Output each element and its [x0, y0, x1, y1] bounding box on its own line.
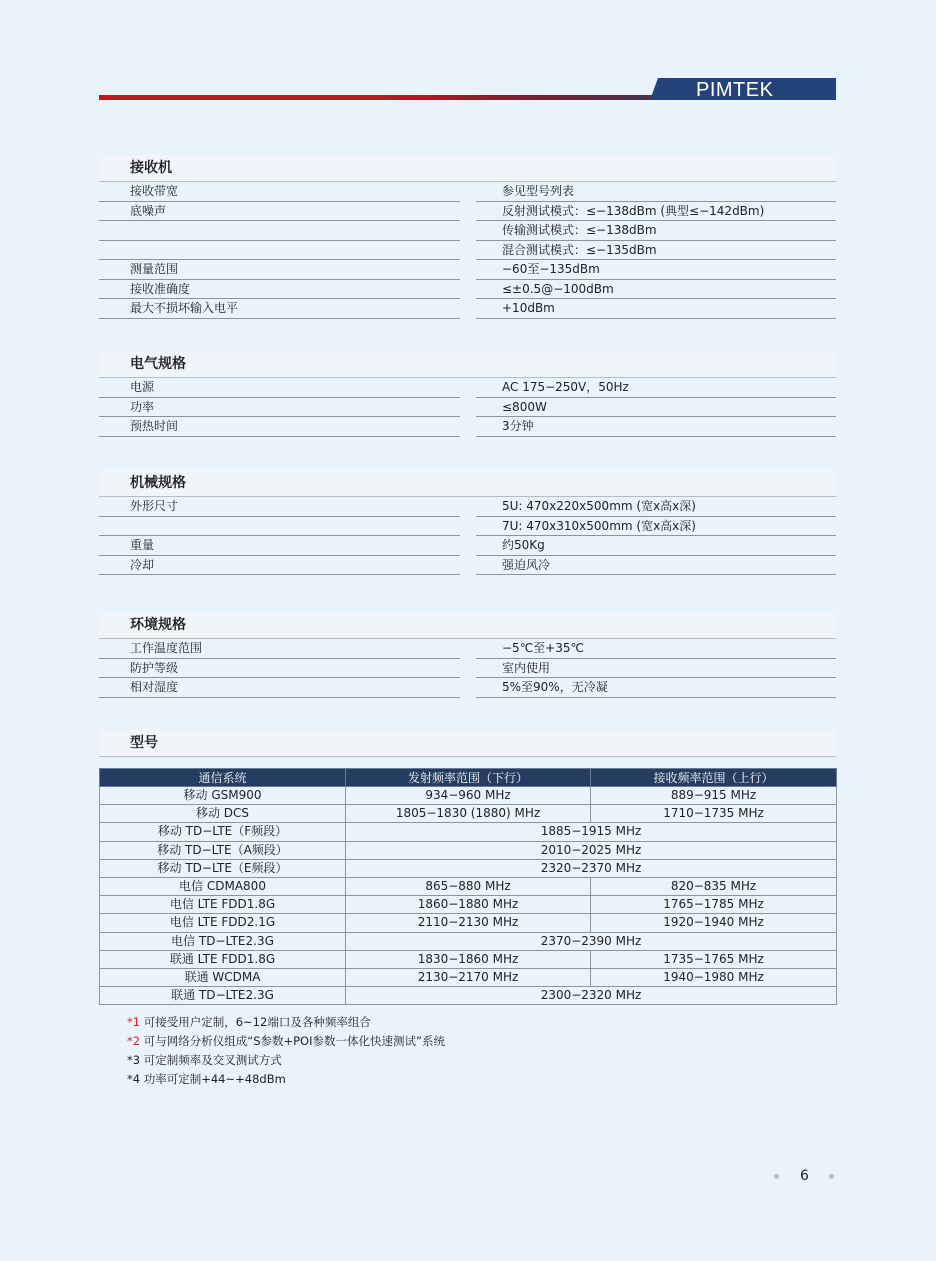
- cell-rx: 820−835 MHz: [591, 877, 837, 895]
- spec-key: 测量范围: [130, 262, 179, 276]
- cell-tx: 2130−2170 MHz: [346, 968, 591, 986]
- section-receiver: [99, 155, 836, 319]
- header-rule: [99, 95, 719, 100]
- table-row: [100, 859, 837, 877]
- spec-key: 电源: [130, 380, 155, 394]
- footnote-text: 可接受用户定制，6~12端口及各种频率组合: [140, 1015, 371, 1029]
- spec-key: 重量: [130, 538, 155, 552]
- cell-system: 联通 TD−LTE2.3G: [100, 987, 346, 1005]
- spec-key: 相对湿度: [130, 680, 179, 694]
- spec-row: [99, 417, 836, 437]
- spec-row: [99, 497, 836, 517]
- spec-row: [99, 202, 836, 222]
- cell-system: 联通 LTE FDD1.8G: [100, 950, 346, 968]
- spec-row: [99, 260, 836, 280]
- section-electrical: [99, 351, 836, 437]
- cell-system: 移动 TD−LTE（F频段）: [100, 823, 346, 841]
- table-row: [100, 914, 837, 932]
- model-table: [99, 768, 837, 1005]
- spec-key: 外形尺寸: [130, 499, 179, 513]
- spec-row: [99, 398, 836, 418]
- cell-frequency-shared: 2370−2390 MHz: [346, 932, 837, 950]
- spec-value: 参见型号列表: [502, 184, 575, 198]
- spec-row: [99, 659, 836, 679]
- spec-key: 底噪声: [130, 203, 167, 218]
- footnote-mark: *1: [127, 1015, 141, 1029]
- row-divider-right: [476, 318, 836, 319]
- footnote: [127, 1032, 445, 1051]
- row-divider-right: [476, 697, 836, 698]
- row-divider-left: [99, 697, 460, 698]
- cell-frequency-shared: 2300−2320 MHz: [346, 987, 837, 1005]
- cell-rx: 1920−1940 MHz: [591, 914, 837, 932]
- cell-tx: 1805−1830 (1880) MHz: [346, 805, 591, 823]
- cell-frequency-shared: 2010−2025 MHz: [346, 841, 837, 859]
- spec-key: 功率: [130, 399, 155, 414]
- table-row: [100, 823, 837, 841]
- spec-value: ≤800W: [502, 399, 547, 414]
- spec-key: 预热时间: [130, 419, 179, 433]
- spec-value: 约50Kg: [502, 538, 545, 552]
- section-title: 机械规格: [99, 470, 836, 497]
- spec-key: 接收准确度: [130, 281, 191, 296]
- spec-row: [99, 639, 836, 659]
- cell-tx: 2110−2130 MHz: [346, 914, 591, 932]
- spec-value: 7U: 470x310x500mm (宽x高x深): [502, 518, 696, 533]
- cell-tx: 1860−1880 MHz: [346, 896, 591, 914]
- cell-system: 移动 GSM900: [100, 787, 346, 805]
- cell-system: 电信 LTE FDD1.8G: [100, 896, 346, 914]
- cell-rx: 1940−1980 MHz: [591, 968, 837, 986]
- spec-row: [99, 378, 836, 398]
- spec-value: −60至−135dBm: [502, 262, 600, 276]
- row-divider-right: [476, 574, 836, 575]
- spec-row: [99, 241, 836, 261]
- table-row: [100, 950, 837, 968]
- spec-value: −5℃至+35℃: [502, 641, 584, 655]
- spec-value: 5%至90%，无冷凝: [502, 680, 608, 694]
- spec-value: 室内使用: [502, 660, 551, 675]
- cell-rx: 1735−1765 MHz: [591, 950, 837, 968]
- spec-key: 冷却: [130, 557, 155, 572]
- col-header-system: 通信系统: [100, 769, 346, 787]
- spec-value: 反射测试模式：≤−138dBm (典型≤−142dBm): [502, 203, 765, 218]
- cell-system: 电信 LTE FDD2.1G: [100, 914, 346, 932]
- table-row: [100, 968, 837, 986]
- spec-row: [99, 556, 836, 576]
- spec-key: 接收带宽: [130, 184, 179, 198]
- row-divider-left: [99, 574, 460, 575]
- section-environment: [99, 612, 836, 698]
- dot-left-icon: [774, 1174, 779, 1179]
- spec-row: [99, 182, 836, 202]
- cell-tx: 934−960 MHz: [346, 787, 591, 805]
- model-table-header: [100, 769, 837, 787]
- section-title: 型号: [99, 730, 836, 757]
- spec-row: [99, 299, 836, 319]
- spec-value: AC 175−250V，50Hz: [502, 380, 629, 394]
- spec-row: [99, 678, 836, 698]
- cell-system: 移动 DCS: [100, 805, 346, 823]
- spec-value: 强迫风冷: [502, 557, 551, 572]
- cell-rx: 889−915 MHz: [591, 787, 837, 805]
- table-row: [100, 987, 837, 1005]
- footnote-text: 功率可定制+44~+48dBm: [140, 1072, 286, 1086]
- cell-system: 电信 CDMA800: [100, 877, 346, 895]
- dot-right-icon: [829, 1174, 834, 1179]
- section-models: [99, 730, 836, 757]
- row-divider-left: [99, 318, 460, 319]
- section-title: 接收机: [99, 155, 836, 182]
- cell-tx: 865−880 MHz: [346, 877, 591, 895]
- footnote-text: 可定制频率及交叉测试方式: [140, 1053, 282, 1067]
- section-title: 环境规格: [99, 612, 836, 639]
- brand-name: PIMTEK: [696, 79, 774, 101]
- cell-system: 移动 TD−LTE（E频段）: [100, 859, 346, 877]
- table-row: [100, 932, 837, 950]
- section-title: 电气规格: [99, 351, 836, 378]
- spec-value: 传输测试模式：≤−138dBm: [502, 223, 657, 237]
- footnotes: [127, 1013, 445, 1089]
- row-divider-right: [476, 436, 836, 437]
- footnote: [127, 1013, 445, 1032]
- table-row: [100, 805, 837, 823]
- cell-rx: 1710−1735 MHz: [591, 805, 837, 823]
- spec-key: 防护等级: [130, 660, 179, 675]
- footnote-mark: *3: [127, 1053, 141, 1067]
- footnote: [127, 1070, 445, 1089]
- row-divider-left: [99, 436, 460, 437]
- table-row: [100, 877, 837, 895]
- footnote-text: 可与网络分析仪组成“S参数+POI参数一体化快速测试”系统: [140, 1034, 445, 1048]
- cell-rx: 1765−1785 MHz: [591, 896, 837, 914]
- footnote-mark: *4: [127, 1072, 141, 1086]
- cell-frequency-shared: 1885−1915 MHz: [346, 823, 837, 841]
- spec-value: 5U: 470x220x500mm (宽x高x深): [502, 499, 696, 513]
- cell-system: 移动 TD−LTE（A频段）: [100, 841, 346, 859]
- spec-row: [99, 280, 836, 300]
- spec-key: 最大不损坏输入电平: [130, 301, 239, 315]
- spec-key: 工作温度范围: [130, 641, 203, 655]
- footnote: [127, 1051, 445, 1070]
- cell-system: 电信 TD−LTE2.3G: [100, 932, 346, 950]
- table-row: [100, 841, 837, 859]
- spec-value: 混合测试模式：≤−135dBm: [502, 242, 657, 257]
- col-header-rx: 接收频率范围（上行）: [591, 769, 837, 787]
- cell-frequency-shared: 2320−2370 MHz: [346, 859, 837, 877]
- cell-tx: 1830−1860 MHz: [346, 950, 591, 968]
- footnote-mark: *2: [127, 1034, 141, 1048]
- spec-row: [99, 221, 836, 241]
- spec-row: [99, 517, 836, 537]
- spec-value: +10dBm: [502, 301, 555, 315]
- cell-system: 联通 WCDMA: [100, 968, 346, 986]
- section-mechanical: [99, 470, 836, 575]
- page-number: 6: [800, 1168, 809, 1184]
- col-header-tx: 发射频率范围（下行）: [346, 769, 591, 787]
- table-row: [100, 896, 837, 914]
- spec-row: [99, 536, 836, 556]
- spec-value: ≤±0.5@−100dBm: [502, 281, 614, 296]
- page-footer: [770, 1166, 840, 1186]
- spec-value: 3分钟: [502, 419, 534, 433]
- table-row: [100, 787, 837, 805]
